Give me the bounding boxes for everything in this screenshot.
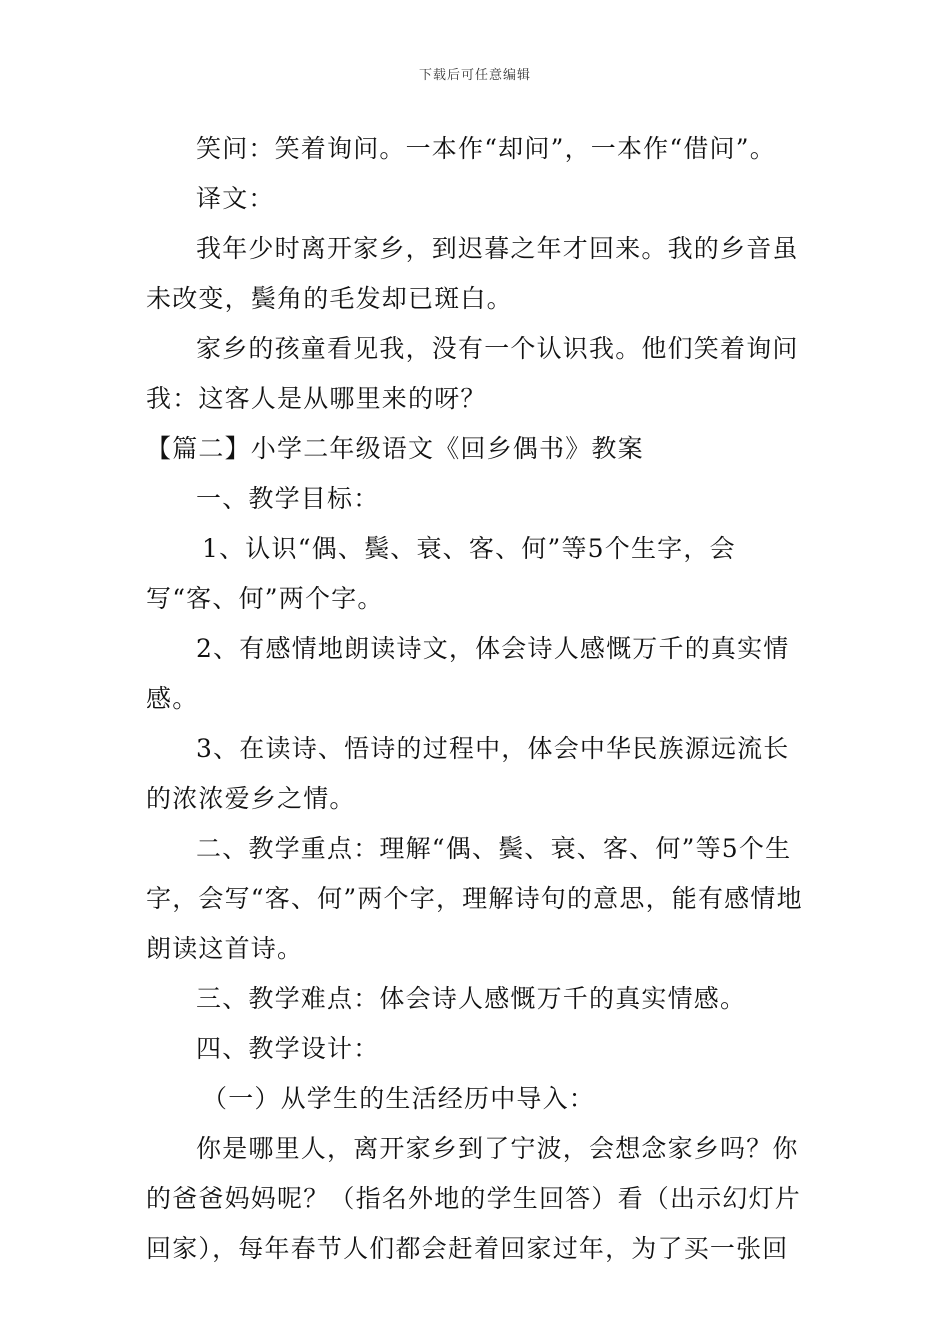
paragraph-goals-heading: 一、教学目标： <box>196 484 380 513</box>
paragraph-translation-1: 我年少时离开家乡，到迟暮之年才回来。我的乡音虽未改变，鬓角的毛发却已斑白。 <box>146 234 799 313</box>
paragraph-difficulties: 三、教学难点：体会诗人感慨万千的真实情感。 <box>196 984 747 1013</box>
paragraph-goal-1: 1、认识“偶、鬓、衰、客、何”等5个生字，会写“客、何”两个字。 <box>146 534 736 613</box>
paragraph-key-points: 二、教学重点：理解“偶、鬓、衰、客、何”等5个生字，会写“客、何”两个字，理解诗句的意思，能有感情地朗读这首诗。 <box>146 834 803 963</box>
paragraph-design-heading: 四、教学设计： <box>196 1034 380 1063</box>
paragraph-annotation: 笑问：笑着询问。一本作“却问”，一本作“借问”。 <box>196 134 776 163</box>
paragraph-design-body: 你是哪里人，离开家乡到了宁波，会想念家乡吗？你的爸爸妈妈呢？（指名外地的学生回答）看（出示幻灯片回家），每年春节人们都会赶着回家过年，为了买一张回 <box>146 1134 802 1263</box>
paragraph-goal-3: 3、在读诗、悟诗的过程中，体会中华民族源远流长的浓浓爱乡之情。 <box>146 734 790 813</box>
paragraph-goal-2: 2、有感情地朗读诗文，体会诗人感慨万千的真实情感。 <box>146 634 790 713</box>
paragraph-design-step-1: （一）从学生的生活经历中导入： <box>202 1084 596 1113</box>
paragraph-translation-2: 家乡的孩童看见我，没有一个认识我。他们笑着询问我：这客人是从哪里来的呀？ <box>146 334 799 413</box>
section-title: 【篇二】小学二年级语文《回乡偶书》教案 <box>146 434 644 463</box>
paragraph-translation-heading: 译文： <box>196 184 275 213</box>
document-body <box>146 124 810 1274</box>
page-header: 下载后可任意编辑 <box>418 68 531 83</box>
